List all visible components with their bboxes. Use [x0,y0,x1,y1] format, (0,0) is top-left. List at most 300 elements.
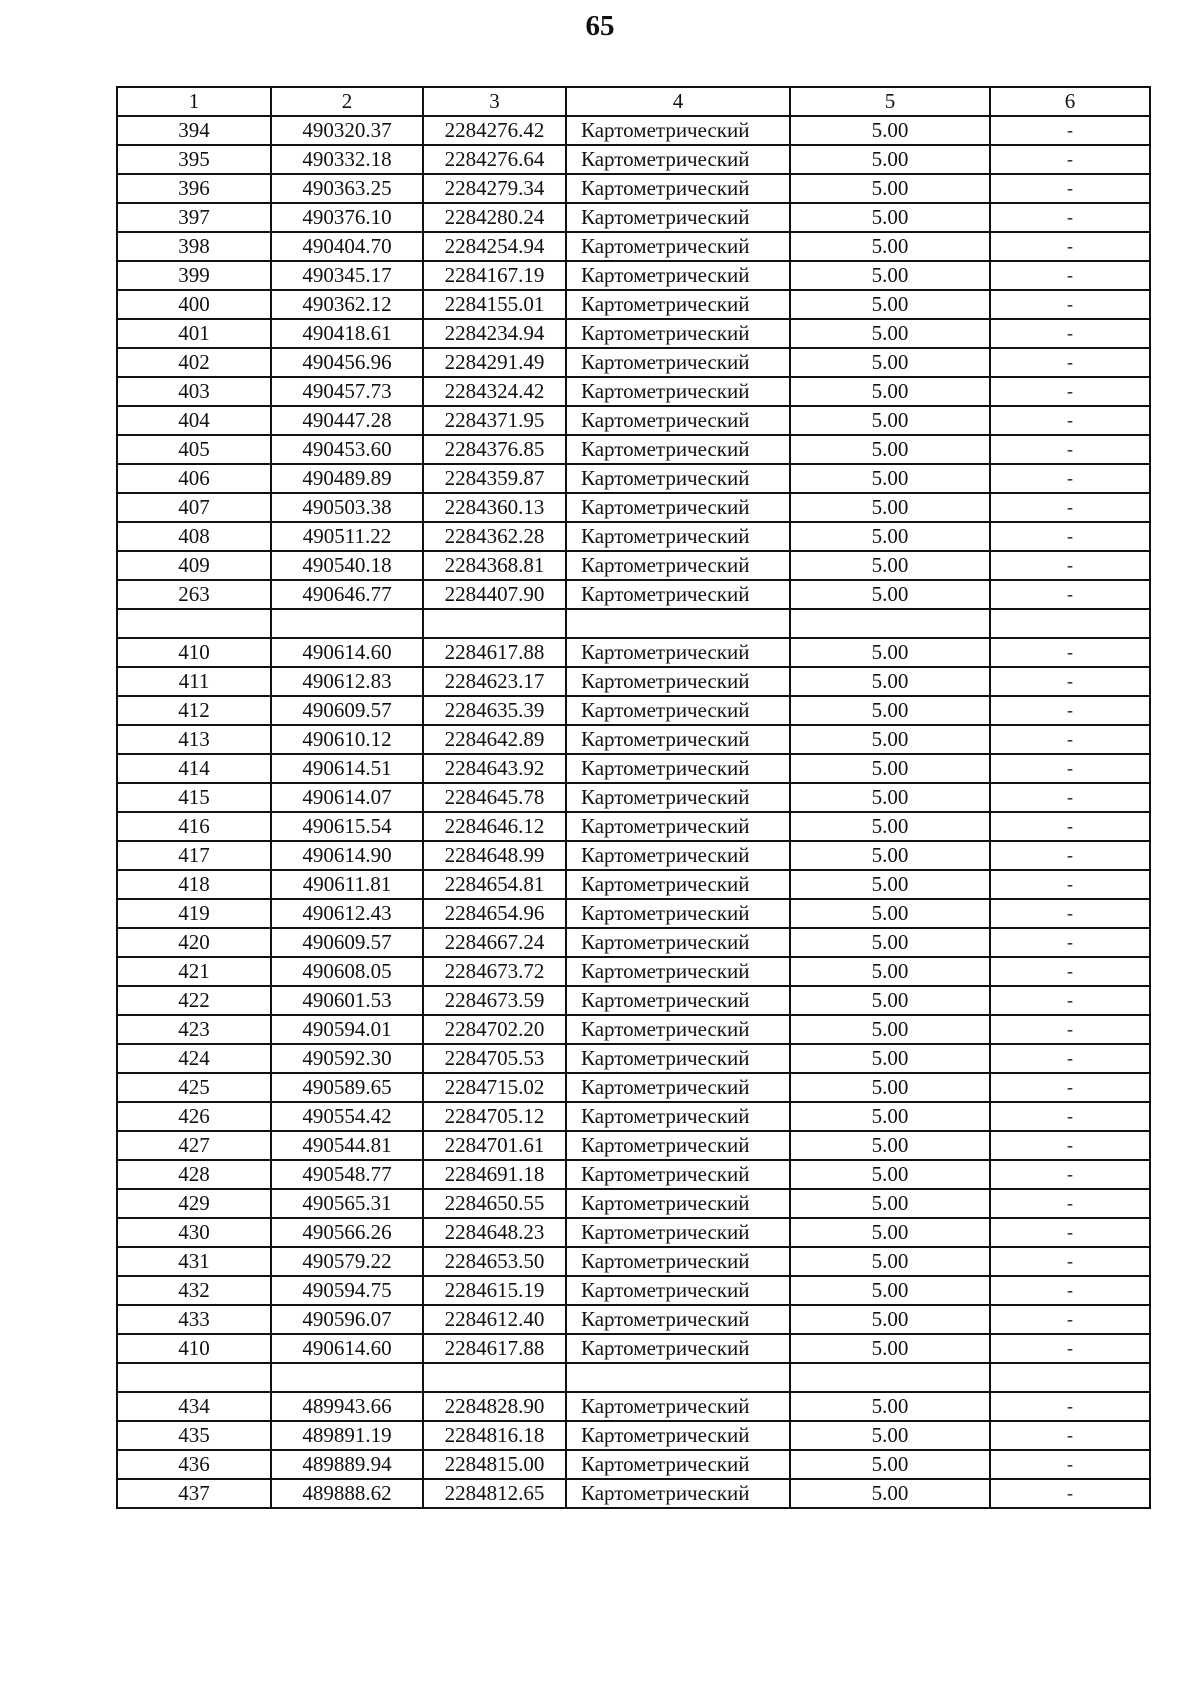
point-number-cell: 398 [117,232,271,261]
y-coordinate-cell: 2284291.49 [423,348,566,377]
method-cell: Картометрический [566,1218,790,1247]
method-cell: Картометрический [566,1189,790,1218]
note-cell: - [990,319,1150,348]
table-row [117,1102,1150,1131]
point-number-cell: 426 [117,1102,271,1131]
accuracy-cell: 5.00 [790,290,990,319]
y-coordinate-cell: 2284645.78 [423,783,566,812]
method-cell: Картометрический [566,1044,790,1073]
x-coordinate-cell: 490456.96 [271,348,423,377]
point-number-cell: 396 [117,174,271,203]
accuracy-cell: 5.00 [790,435,990,464]
y-coordinate-cell: 2284653.50 [423,1247,566,1276]
y-coordinate-cell: 2284646.12 [423,812,566,841]
x-coordinate-cell: 490612.43 [271,899,423,928]
point-number-cell: 394 [117,116,271,145]
y-coordinate-cell: 2284673.59 [423,986,566,1015]
x-coordinate-cell: 490548.77 [271,1160,423,1189]
y-coordinate-cell: 2284254.94 [423,232,566,261]
point-number-cell: 431 [117,1247,271,1276]
y-coordinate-cell: 2284360.13 [423,493,566,522]
point-number-cell: 427 [117,1131,271,1160]
accuracy-cell: 5.00 [790,841,990,870]
accuracy-cell: 5.00 [790,348,990,377]
note-cell: - [990,1392,1150,1421]
x-coordinate-cell: 490596.07 [271,1305,423,1334]
method-cell: Картометрический [566,406,790,435]
point-number-cell: 412 [117,696,271,725]
y-coordinate-cell: 2284705.53 [423,1044,566,1073]
note-cell: - [990,580,1150,609]
accuracy-cell: 5.00 [790,725,990,754]
method-cell: Картометрический [566,1305,790,1334]
point-number-cell: 420 [117,928,271,957]
method-cell [566,1363,790,1392]
note-cell: - [990,1102,1150,1131]
accuracy-cell: 5.00 [790,1479,990,1508]
method-cell: Картометрический [566,580,790,609]
y-coordinate-cell: 2284276.64 [423,145,566,174]
y-coordinate-cell: 2284715.02 [423,1073,566,1102]
note-cell: - [990,174,1150,203]
method-cell: Картометрический [566,232,790,261]
page-number: 65 [585,10,615,42]
x-coordinate-cell: 490614.60 [271,1334,423,1363]
y-coordinate-cell: 2284623.17 [423,667,566,696]
method-cell: Картометрический [566,957,790,986]
y-coordinate-cell: 2284816.18 [423,1421,566,1450]
table-row [117,1479,1150,1508]
note-cell: - [990,1044,1150,1073]
table-row [117,754,1150,783]
method-cell: Картометрический [566,1015,790,1044]
table-row [117,522,1150,551]
y-coordinate-cell: 2284691.18 [423,1160,566,1189]
point-number-cell [117,1363,271,1392]
table-row [117,1276,1150,1305]
point-number-cell: 403 [117,377,271,406]
x-coordinate-cell: 490457.73 [271,377,423,406]
accuracy-cell: 5.00 [790,1044,990,1073]
table-row [117,551,1150,580]
table-row [117,232,1150,261]
x-coordinate-cell: 490566.26 [271,1218,423,1247]
point-number-cell: 263 [117,580,271,609]
coordinates-table [116,86,1151,1509]
method-cell: Картометрический [566,435,790,464]
method-cell: Картометрический [566,1479,790,1508]
accuracy-cell: 5.00 [790,812,990,841]
y-coordinate-cell: 2284362.28 [423,522,566,551]
note-cell: - [990,754,1150,783]
table-row [117,1334,1150,1363]
accuracy-cell: 5.00 [790,522,990,551]
column-header: 2 [271,87,423,116]
table-row [117,696,1150,725]
note-cell: - [990,1015,1150,1044]
point-number-cell: 410 [117,638,271,667]
note-cell: - [990,1276,1150,1305]
note-cell [990,1363,1150,1392]
table-row [117,957,1150,986]
method-cell: Картометрический [566,812,790,841]
y-coordinate-cell: 2284155.01 [423,290,566,319]
table-row [117,464,1150,493]
point-number-cell: 425 [117,1073,271,1102]
point-number-cell: 409 [117,551,271,580]
x-coordinate-cell: 490511.22 [271,522,423,551]
note-cell: - [990,1218,1150,1247]
point-number-cell: 421 [117,957,271,986]
point-number-cell: 416 [117,812,271,841]
accuracy-cell: 5.00 [790,1015,990,1044]
table-row [117,1450,1150,1479]
note-cell: - [990,464,1150,493]
method-cell: Картометрический [566,319,790,348]
x-coordinate-cell: 490609.57 [271,928,423,957]
table-header-row [117,87,1150,116]
note-cell: - [990,1160,1150,1189]
x-coordinate-cell [271,1363,423,1392]
x-coordinate-cell: 490615.54 [271,812,423,841]
x-coordinate-cell: 490565.31 [271,1189,423,1218]
table-row [117,986,1150,1015]
table-row [117,870,1150,899]
table-row [117,145,1150,174]
y-coordinate-cell: 2284701.61 [423,1131,566,1160]
note-cell: - [990,899,1150,928]
note-cell: - [990,551,1150,580]
point-number-cell: 419 [117,899,271,928]
table-row [117,1073,1150,1102]
accuracy-cell: 5.00 [790,1247,990,1276]
column-header: 6 [990,87,1150,116]
table-row [117,1189,1150,1218]
y-coordinate-cell: 2284702.20 [423,1015,566,1044]
table-row [117,928,1150,957]
point-number-cell: 422 [117,986,271,1015]
note-cell: - [990,493,1150,522]
note-cell: - [990,1450,1150,1479]
point-number-cell: 417 [117,841,271,870]
point-number-cell: 437 [117,1479,271,1508]
method-cell: Картометрический [566,290,790,319]
x-coordinate-cell: 490447.28 [271,406,423,435]
note-cell: - [990,957,1150,986]
table-row [117,203,1150,232]
column-header: 3 [423,87,566,116]
note-cell: - [990,1305,1150,1334]
method-cell: Картометрический [566,348,790,377]
table-row [117,435,1150,464]
table-row [117,638,1150,667]
method-cell: Картометрический [566,1102,790,1131]
table-row [117,348,1150,377]
method-cell: Картометрический [566,1276,790,1305]
table-row [117,580,1150,609]
x-coordinate-cell: 490589.65 [271,1073,423,1102]
table-row [117,1015,1150,1044]
method-cell: Картометрический [566,377,790,406]
note-cell [990,609,1150,638]
accuracy-cell: 5.00 [790,493,990,522]
note-cell: - [990,1421,1150,1450]
table-row [117,493,1150,522]
y-coordinate-cell: 2284234.94 [423,319,566,348]
x-coordinate-cell: 490614.90 [271,841,423,870]
x-coordinate-cell: 490614.60 [271,638,423,667]
accuracy-cell: 5.00 [790,1450,990,1479]
x-coordinate-cell: 490614.51 [271,754,423,783]
note-cell: - [990,638,1150,667]
note-cell: - [990,870,1150,899]
method-cell: Картометрический [566,638,790,667]
y-coordinate-cell: 2284648.99 [423,841,566,870]
column-header: 5 [790,87,990,116]
table-row [117,899,1150,928]
accuracy-cell: 5.00 [790,551,990,580]
x-coordinate-cell: 489891.19 [271,1421,423,1450]
x-coordinate-cell: 490611.81 [271,870,423,899]
x-coordinate-cell: 489888.62 [271,1479,423,1508]
method-cell: Картометрический [566,667,790,696]
note-cell: - [990,1334,1150,1363]
y-coordinate-cell [423,609,566,638]
point-number-cell: 400 [117,290,271,319]
x-coordinate-cell: 490376.10 [271,203,423,232]
note-cell: - [990,435,1150,464]
accuracy-cell: 5.00 [790,1392,990,1421]
point-number-cell: 404 [117,406,271,435]
point-number-cell: 406 [117,464,271,493]
x-coordinate-cell: 490646.77 [271,580,423,609]
x-coordinate-cell: 490540.18 [271,551,423,580]
accuracy-cell: 5.00 [790,638,990,667]
accuracy-cell: 5.00 [790,1160,990,1189]
x-coordinate-cell: 490594.01 [271,1015,423,1044]
accuracy-cell: 5.00 [790,116,990,145]
y-coordinate-cell: 2284167.19 [423,261,566,290]
y-coordinate-cell: 2284612.40 [423,1305,566,1334]
note-cell: - [990,377,1150,406]
table-row [117,667,1150,696]
y-coordinate-cell: 2284280.24 [423,203,566,232]
method-cell: Картометрический [566,1450,790,1479]
table-row [117,290,1150,319]
table-row [117,377,1150,406]
accuracy-cell: 5.00 [790,580,990,609]
accuracy-cell: 5.00 [790,1131,990,1160]
note-cell: - [990,986,1150,1015]
table-row [117,1392,1150,1421]
note-cell: - [990,1073,1150,1102]
point-number-cell: 408 [117,522,271,551]
note-cell: - [990,928,1150,957]
method-cell: Картометрический [566,754,790,783]
y-coordinate-cell: 2284673.72 [423,957,566,986]
accuracy-cell: 5.00 [790,667,990,696]
y-coordinate-cell: 2284359.87 [423,464,566,493]
y-coordinate-cell: 2284407.90 [423,580,566,609]
note-cell: - [990,203,1150,232]
point-number-cell: 430 [117,1218,271,1247]
point-number-cell: 418 [117,870,271,899]
x-coordinate-cell: 490489.89 [271,464,423,493]
note-cell: - [990,841,1150,870]
method-cell [566,609,790,638]
note-cell: - [990,667,1150,696]
accuracy-cell: 5.00 [790,377,990,406]
method-cell: Картометрический [566,1073,790,1102]
method-cell: Картометрический [566,928,790,957]
method-cell: Картометрический [566,1421,790,1450]
note-cell: - [990,725,1150,754]
table-row [117,1218,1150,1247]
accuracy-cell: 5.00 [790,1276,990,1305]
accuracy-cell: 5.00 [790,1305,990,1334]
method-cell: Картометрический [566,1392,790,1421]
accuracy-cell [790,609,990,638]
method-cell: Картометрический [566,522,790,551]
x-coordinate-cell: 490601.53 [271,986,423,1015]
method-cell: Картометрический [566,783,790,812]
accuracy-cell: 5.00 [790,754,990,783]
x-coordinate-cell: 490608.05 [271,957,423,986]
note-cell: - [990,1479,1150,1508]
method-cell: Картометрический [566,1247,790,1276]
note-cell: - [990,812,1150,841]
y-coordinate-cell: 2284642.89 [423,725,566,754]
note-cell: - [990,261,1150,290]
table-row [117,261,1150,290]
method-cell: Картометрический [566,174,790,203]
table-row [117,1160,1150,1189]
accuracy-cell: 5.00 [790,145,990,174]
accuracy-cell: 5.00 [790,1073,990,1102]
y-coordinate-cell: 2284828.90 [423,1392,566,1421]
accuracy-cell: 5.00 [790,957,990,986]
point-number-cell: 415 [117,783,271,812]
point-number-cell: 432 [117,1276,271,1305]
accuracy-cell: 5.00 [790,1189,990,1218]
y-coordinate-cell: 2284654.81 [423,870,566,899]
point-number-cell: 429 [117,1189,271,1218]
x-coordinate-cell: 490503.38 [271,493,423,522]
point-number-cell: 399 [117,261,271,290]
x-coordinate-cell: 489943.66 [271,1392,423,1421]
table-row [117,1044,1150,1073]
accuracy-cell: 5.00 [790,203,990,232]
table-row [117,1247,1150,1276]
accuracy-cell: 5.00 [790,261,990,290]
note-cell: - [990,290,1150,319]
method-cell: Картометрический [566,145,790,174]
point-number-cell: 397 [117,203,271,232]
x-coordinate-cell: 490332.18 [271,145,423,174]
method-cell: Картометрический [566,493,790,522]
table-row [117,783,1150,812]
point-number-cell: 433 [117,1305,271,1334]
x-coordinate-cell: 490362.12 [271,290,423,319]
accuracy-cell: 5.00 [790,406,990,435]
y-coordinate-cell: 2284371.95 [423,406,566,435]
method-cell: Картометрический [566,841,790,870]
note-cell: - [990,232,1150,261]
y-coordinate-cell: 2284648.23 [423,1218,566,1247]
accuracy-cell: 5.00 [790,319,990,348]
point-number-cell: 424 [117,1044,271,1073]
y-coordinate-cell: 2284654.96 [423,899,566,928]
point-number-cell: 423 [117,1015,271,1044]
accuracy-cell: 5.00 [790,232,990,261]
x-coordinate-cell: 490612.83 [271,667,423,696]
method-cell: Картометрический [566,1131,790,1160]
x-coordinate-cell: 490363.25 [271,174,423,203]
y-coordinate-cell: 2284324.42 [423,377,566,406]
y-coordinate-cell: 2284279.34 [423,174,566,203]
point-number-cell: 428 [117,1160,271,1189]
x-coordinate-cell: 490320.37 [271,116,423,145]
accuracy-cell: 5.00 [790,464,990,493]
point-number-cell: 435 [117,1421,271,1450]
column-header: 4 [566,87,790,116]
accuracy-cell: 5.00 [790,174,990,203]
accuracy-cell: 5.00 [790,928,990,957]
table-row [117,1305,1150,1334]
x-coordinate-cell: 490544.81 [271,1131,423,1160]
method-cell: Картометрический [566,464,790,493]
x-coordinate-cell: 490592.30 [271,1044,423,1073]
accuracy-cell: 5.00 [790,986,990,1015]
y-coordinate-cell: 2284368.81 [423,551,566,580]
note-cell: - [990,406,1150,435]
note-cell: - [990,1189,1150,1218]
point-number-cell: 413 [117,725,271,754]
point-number-cell: 414 [117,754,271,783]
method-cell: Картометрический [566,899,790,928]
y-coordinate-cell: 2284667.24 [423,928,566,957]
y-coordinate-cell: 2284815.00 [423,1450,566,1479]
y-coordinate-cell: 2284650.55 [423,1189,566,1218]
table-row [117,1131,1150,1160]
point-number-cell: 436 [117,1450,271,1479]
note-cell: - [990,116,1150,145]
note-cell: - [990,696,1150,725]
note-cell: - [990,348,1150,377]
accuracy-cell: 5.00 [790,899,990,928]
point-number-cell: 434 [117,1392,271,1421]
accuracy-cell: 5.00 [790,783,990,812]
method-cell: Картометрический [566,870,790,899]
x-coordinate-cell: 490404.70 [271,232,423,261]
x-coordinate-cell: 490609.57 [271,696,423,725]
y-coordinate-cell: 2284635.39 [423,696,566,725]
accuracy-cell: 5.00 [790,1102,990,1131]
accuracy-cell: 5.00 [790,1218,990,1247]
table-row [117,406,1150,435]
method-cell: Картометрический [566,986,790,1015]
x-coordinate-cell: 490579.22 [271,1247,423,1276]
accuracy-cell: 5.00 [790,696,990,725]
x-coordinate-cell: 490610.12 [271,725,423,754]
y-coordinate-cell: 2284615.19 [423,1276,566,1305]
accuracy-cell: 5.00 [790,870,990,899]
note-cell: - [990,783,1150,812]
table-row [117,841,1150,870]
y-coordinate-cell: 2284276.42 [423,116,566,145]
coordinates-table-body [117,87,1150,1508]
point-number-cell: 407 [117,493,271,522]
